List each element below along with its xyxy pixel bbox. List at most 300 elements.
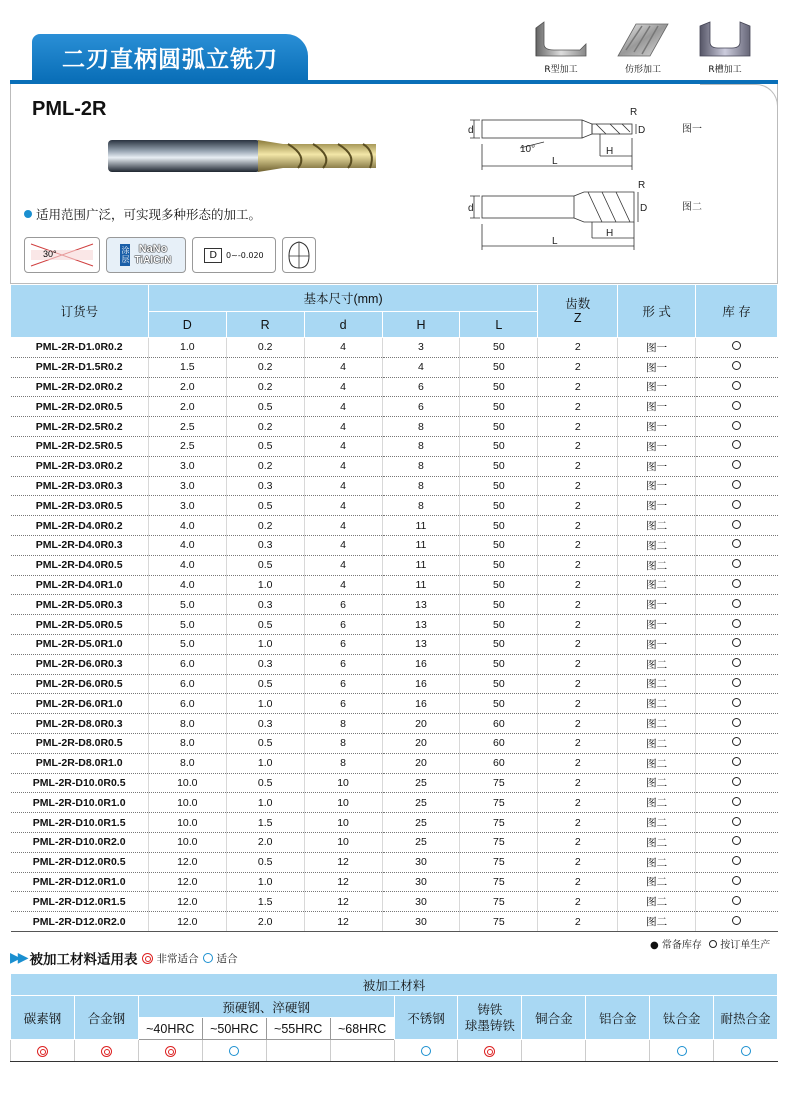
table-cell: 图二 bbox=[618, 714, 696, 734]
table-cell: 2 bbox=[538, 595, 618, 615]
table-cell: PML-2R-D10.0R1.5 bbox=[11, 813, 149, 833]
mat-col-5: ~68HRC bbox=[330, 1018, 394, 1040]
table-cell: 图二 bbox=[618, 793, 696, 813]
stock-cell bbox=[696, 793, 778, 813]
table-cell: 0.5 bbox=[226, 615, 304, 635]
table-cell: 30 bbox=[382, 892, 460, 912]
order-circle-icon bbox=[732, 757, 741, 766]
table-cell: 1.0 bbox=[226, 872, 304, 892]
corner-radius-icon bbox=[287, 240, 311, 270]
table-cell: 图一 bbox=[618, 417, 696, 437]
product-rows bbox=[11, 338, 778, 932]
figure-2-label: 图二 bbox=[682, 202, 702, 213]
stock-cell bbox=[696, 872, 778, 892]
stock-cell bbox=[696, 338, 778, 358]
table-cell: 4 bbox=[304, 476, 382, 496]
table-cell: 2 bbox=[538, 813, 618, 833]
r-groove-label: R槽加工 bbox=[708, 65, 742, 75]
table-cell: 20 bbox=[382, 753, 460, 773]
order-circle-icon bbox=[732, 559, 741, 568]
table-cell: 60 bbox=[460, 714, 538, 734]
table-cell: 4 bbox=[304, 496, 382, 516]
table-cell: 30 bbox=[382, 912, 460, 932]
order-circle-icon bbox=[732, 876, 741, 885]
table-row bbox=[11, 476, 778, 496]
table-cell: 0.2 bbox=[226, 456, 304, 476]
stock-cell bbox=[696, 377, 778, 397]
table-cell: 0.5 bbox=[226, 733, 304, 753]
order-circle-icon bbox=[732, 539, 741, 548]
table-cell: 4 bbox=[304, 575, 382, 595]
very-suitable-icon bbox=[165, 1046, 176, 1057]
suitable-icon bbox=[677, 1046, 687, 1056]
dim-r-1: R bbox=[630, 107, 638, 118]
tolerance-badge bbox=[192, 237, 276, 273]
order-circle-icon bbox=[732, 520, 741, 529]
mat-col-3: ~50HRC bbox=[202, 1018, 266, 1040]
table-row bbox=[11, 654, 778, 674]
table-cell: 3.0 bbox=[148, 476, 226, 496]
table-cell: 0.3 bbox=[226, 595, 304, 615]
order-circle-icon bbox=[732, 381, 741, 390]
table-cell: 75 bbox=[460, 872, 538, 892]
stock-cell bbox=[696, 733, 778, 753]
table-cell: 图二 bbox=[618, 912, 696, 932]
table-cell: 60 bbox=[460, 753, 538, 773]
stock-cell bbox=[696, 555, 778, 575]
table-cell: 1.5 bbox=[226, 892, 304, 912]
table-cell: 图二 bbox=[618, 872, 696, 892]
table-cell: 30 bbox=[382, 872, 460, 892]
table-cell: 8 bbox=[382, 456, 460, 476]
table-cell: 12 bbox=[304, 912, 382, 932]
table-cell: 10 bbox=[304, 793, 382, 813]
dim-r-2: R bbox=[638, 180, 646, 191]
mat-col-9: 铝合金 bbox=[586, 996, 650, 1040]
stock-cell bbox=[696, 397, 778, 417]
table-row bbox=[11, 516, 778, 536]
table-row bbox=[11, 674, 778, 694]
table-cell: 图二 bbox=[618, 694, 696, 714]
table-cell: 0.2 bbox=[226, 357, 304, 377]
table-row bbox=[11, 892, 778, 912]
material-rating-cell bbox=[394, 1040, 458, 1062]
table-cell: 2.0 bbox=[148, 397, 226, 417]
legend-order: 按订单生产 bbox=[720, 940, 771, 951]
table-cell: 8 bbox=[304, 714, 382, 734]
mat-col-6: 不锈钢 bbox=[394, 996, 458, 1040]
table-cell: 4.0 bbox=[148, 516, 226, 536]
table-row bbox=[11, 852, 778, 872]
table-cell: 图二 bbox=[618, 674, 696, 694]
table-row bbox=[11, 496, 778, 516]
material-rating-cell bbox=[458, 1040, 522, 1062]
header-code: 订货号 bbox=[11, 285, 149, 338]
order-circle-icon bbox=[732, 421, 741, 430]
table-cell: PML-2R-D2.0R0.2 bbox=[11, 377, 149, 397]
mat-col-4: ~55HRC bbox=[266, 1018, 330, 1040]
table-cell: PML-2R-D4.0R0.2 bbox=[11, 516, 149, 536]
table-cell: PML-2R-D2.0R0.5 bbox=[11, 397, 149, 417]
table-cell: 图一 bbox=[618, 615, 696, 635]
table-cell: 0.5 bbox=[226, 555, 304, 575]
table-row bbox=[11, 694, 778, 714]
table-row bbox=[11, 575, 778, 595]
table-cell: 图二 bbox=[618, 575, 696, 595]
table-cell: 4 bbox=[304, 456, 382, 476]
table-cell: 2 bbox=[538, 535, 618, 555]
table-cell: 2 bbox=[538, 694, 618, 714]
table-cell: 10 bbox=[304, 773, 382, 793]
stock-cell bbox=[696, 575, 778, 595]
tolerance-value: 0~-0.020 bbox=[226, 250, 264, 260]
table-row bbox=[11, 417, 778, 437]
stock-cell bbox=[696, 357, 778, 377]
table-cell: 图一 bbox=[618, 436, 696, 456]
table-cell: 2 bbox=[538, 516, 618, 536]
table-cell: 8.0 bbox=[148, 714, 226, 734]
table-cell: 50 bbox=[460, 615, 538, 635]
table-cell: 4 bbox=[304, 555, 382, 575]
suitable-icon bbox=[229, 1046, 239, 1056]
table-cell: 0.5 bbox=[226, 852, 304, 872]
table-cell: 13 bbox=[382, 615, 460, 635]
very-suitable-icon bbox=[101, 1046, 112, 1057]
table-cell: 60 bbox=[460, 733, 538, 753]
mat-col-2: ~40HRC bbox=[138, 1018, 202, 1040]
product-table bbox=[10, 284, 778, 932]
page-title: 二刃直柄圆弧立铣刀 bbox=[32, 34, 308, 80]
order-circle-icon bbox=[732, 599, 741, 608]
corner-radius-badge bbox=[282, 237, 316, 273]
table-cell: 20 bbox=[382, 714, 460, 734]
mat-group-hardened: 预硬钢、淬硬钢 bbox=[138, 996, 394, 1018]
table-cell: 2.0 bbox=[226, 832, 304, 852]
coating-label: 涂层 bbox=[121, 246, 130, 264]
stock-cell bbox=[696, 436, 778, 456]
table-cell: 2 bbox=[538, 892, 618, 912]
stock-legend bbox=[650, 936, 770, 951]
order-circle-icon bbox=[732, 896, 741, 905]
order-circle-icon bbox=[732, 480, 741, 489]
order-circle-icon bbox=[732, 916, 741, 925]
table-cell: 2 bbox=[538, 338, 618, 358]
header-teeth-line2: Z bbox=[573, 311, 582, 325]
table-cell: 50 bbox=[460, 654, 538, 674]
materials-header: 被加工材料 bbox=[11, 974, 778, 996]
table-cell: 11 bbox=[382, 535, 460, 555]
stock-cell bbox=[696, 615, 778, 635]
materials-ratings-row bbox=[11, 1040, 778, 1062]
table-cell: 2.0 bbox=[226, 912, 304, 932]
material-rating-cell bbox=[522, 1040, 586, 1062]
table-cell: PML-2R-D8.0R0.5 bbox=[11, 733, 149, 753]
order-icon bbox=[709, 940, 717, 948]
table-cell: PML-2R-D6.0R0.5 bbox=[11, 674, 149, 694]
table-cell: 2 bbox=[538, 615, 618, 635]
r-profile-label: R型加工 bbox=[544, 65, 578, 75]
order-circle-icon bbox=[732, 440, 741, 449]
table-cell: 2 bbox=[538, 654, 618, 674]
table-cell: 2 bbox=[538, 377, 618, 397]
material-rating-cell bbox=[138, 1040, 202, 1062]
table-cell: 2 bbox=[538, 397, 618, 417]
table-cell: 2 bbox=[538, 832, 618, 852]
header-L: L bbox=[460, 312, 538, 338]
order-circle-icon bbox=[732, 401, 741, 410]
table-cell: 25 bbox=[382, 773, 460, 793]
stock-cell bbox=[696, 496, 778, 516]
suitable-icon bbox=[421, 1046, 431, 1056]
table-cell: 8 bbox=[304, 733, 382, 753]
table-row bbox=[11, 714, 778, 734]
helix-angle-badge bbox=[24, 237, 100, 273]
table-cell: 2 bbox=[538, 634, 618, 654]
dim-d-1: d bbox=[468, 125, 474, 136]
order-circle-icon bbox=[732, 777, 741, 786]
order-circle-icon bbox=[732, 817, 741, 826]
stock-cell bbox=[696, 516, 778, 536]
table-cell: 4 bbox=[304, 357, 382, 377]
table-cell: 50 bbox=[460, 397, 538, 417]
table-cell: 6.0 bbox=[148, 694, 226, 714]
table-cell: 0.3 bbox=[226, 476, 304, 496]
table-cell: PML-2R-D12.0R2.0 bbox=[11, 912, 149, 932]
order-circle-icon bbox=[732, 718, 741, 727]
table-row bbox=[11, 456, 778, 476]
table-cell: 图一 bbox=[618, 456, 696, 476]
end-mill-image bbox=[108, 138, 378, 174]
mat-col-8: 铜合金 bbox=[522, 996, 586, 1040]
table-cell: 75 bbox=[460, 793, 538, 813]
table-cell: 10.0 bbox=[148, 832, 226, 852]
table-cell: PML-2R-D4.0R0.3 bbox=[11, 535, 149, 555]
table-cell: 25 bbox=[382, 832, 460, 852]
order-circle-icon bbox=[732, 658, 741, 667]
stock-cell bbox=[696, 634, 778, 654]
table-cell: 1.0 bbox=[226, 753, 304, 773]
header-D: D bbox=[148, 312, 226, 338]
header-teeth-line1: 齿数 bbox=[565, 297, 591, 311]
table-cell: 8 bbox=[382, 496, 460, 516]
table-cell: 5.0 bbox=[148, 615, 226, 635]
material-rating-cell bbox=[74, 1040, 138, 1062]
header-R: R bbox=[226, 312, 304, 338]
table-row bbox=[11, 397, 778, 417]
dim-angle: 10° bbox=[520, 144, 536, 155]
dim-l-1: L bbox=[552, 156, 558, 167]
machining-type-icons bbox=[530, 20, 780, 76]
materials-heading bbox=[10, 948, 238, 968]
r-groove-icon bbox=[694, 20, 756, 76]
table-cell: 2 bbox=[538, 417, 618, 437]
table-row bbox=[11, 813, 778, 833]
material-rating-cell bbox=[266, 1040, 330, 1062]
helix-angle-icon bbox=[27, 240, 97, 270]
order-circle-icon bbox=[732, 619, 741, 628]
table-cell: 4.0 bbox=[148, 535, 226, 555]
table-cell: 1.0 bbox=[148, 338, 226, 358]
table-cell: PML-2R-D8.0R1.0 bbox=[11, 753, 149, 773]
table-cell: 2 bbox=[538, 496, 618, 516]
table-cell: 12.0 bbox=[148, 912, 226, 932]
stock-cell bbox=[696, 892, 778, 912]
table-cell: 16 bbox=[382, 694, 460, 714]
table-cell: 8 bbox=[304, 753, 382, 773]
table-cell: 16 bbox=[382, 654, 460, 674]
table-cell: 25 bbox=[382, 813, 460, 833]
table-row bbox=[11, 357, 778, 377]
table-cell: PML-2R-D3.0R0.5 bbox=[11, 496, 149, 516]
table-cell: 4 bbox=[382, 357, 460, 377]
technical-drawing bbox=[460, 100, 720, 260]
dim-d-2: d bbox=[468, 203, 474, 214]
table-cell: 4 bbox=[304, 338, 382, 358]
table-cell: 6 bbox=[304, 654, 382, 674]
table-cell: 50 bbox=[460, 377, 538, 397]
table-cell: 图二 bbox=[618, 654, 696, 674]
table-cell: PML-2R-D3.0R0.2 bbox=[11, 456, 149, 476]
table-cell: 图二 bbox=[618, 892, 696, 912]
table-cell: 图二 bbox=[618, 555, 696, 575]
order-circle-icon bbox=[732, 797, 741, 806]
table-cell: PML-2R-D10.0R1.0 bbox=[11, 793, 149, 813]
table-cell: 2.5 bbox=[148, 417, 226, 437]
table-cell: 20 bbox=[382, 733, 460, 753]
stock-cell bbox=[696, 417, 778, 437]
table-cell: 10 bbox=[304, 813, 382, 833]
table-cell: 8.0 bbox=[148, 753, 226, 773]
bullet-icon bbox=[24, 210, 32, 218]
profiling-icon bbox=[612, 20, 674, 76]
header-form: 形 式 bbox=[618, 285, 696, 338]
table-cell: PML-2R-D1.5R0.2 bbox=[11, 357, 149, 377]
stock-cell bbox=[696, 674, 778, 694]
material-rating-cell bbox=[586, 1040, 650, 1062]
stock-cell bbox=[696, 535, 778, 555]
table-cell: 75 bbox=[460, 852, 538, 872]
materials-table bbox=[10, 973, 778, 1062]
stock-cell bbox=[696, 852, 778, 872]
mat-col-7: 铸铁 球墨铸铁 bbox=[458, 996, 522, 1040]
table-cell: 50 bbox=[460, 417, 538, 437]
order-circle-icon bbox=[732, 361, 741, 370]
table-cell: 0.5 bbox=[226, 496, 304, 516]
table-row bbox=[11, 436, 778, 456]
table-cell: 6.0 bbox=[148, 654, 226, 674]
table-cell: 10.0 bbox=[148, 793, 226, 813]
table-cell: 8.0 bbox=[148, 733, 226, 753]
table-cell: 图一 bbox=[618, 476, 696, 496]
table-row bbox=[11, 733, 778, 753]
table-row bbox=[11, 912, 778, 932]
material-rating-cell bbox=[202, 1040, 266, 1062]
table-row bbox=[11, 377, 778, 397]
table-cell: 2 bbox=[538, 357, 618, 377]
table-cell: 1.5 bbox=[226, 813, 304, 833]
mat-col-11: 耐热合金 bbox=[714, 996, 778, 1040]
table-cell: 3.0 bbox=[148, 456, 226, 476]
dim-h-1: H bbox=[606, 146, 614, 157]
table-cell: PML-2R-D8.0R0.3 bbox=[11, 714, 149, 734]
order-circle-icon bbox=[732, 678, 741, 687]
table-cell: 30 bbox=[382, 852, 460, 872]
table-cell: 11 bbox=[382, 555, 460, 575]
table-row bbox=[11, 832, 778, 852]
table-cell: 图二 bbox=[618, 753, 696, 773]
table-cell: 0.5 bbox=[226, 674, 304, 694]
legend-stocked: 常备库存 bbox=[661, 940, 702, 951]
mat-col-1: 合金钢 bbox=[74, 996, 138, 1040]
table-cell: 2 bbox=[538, 912, 618, 932]
table-cell: PML-2R-D3.0R0.3 bbox=[11, 476, 149, 496]
table-row bbox=[11, 535, 778, 555]
table-row bbox=[11, 773, 778, 793]
table-cell: 2 bbox=[538, 733, 618, 753]
coating-nano: NaNo bbox=[138, 243, 168, 255]
dim-d-upper-2: D bbox=[640, 203, 648, 214]
table-cell: 50 bbox=[460, 575, 538, 595]
table-cell: 图一 bbox=[618, 377, 696, 397]
table-cell: 10 bbox=[304, 832, 382, 852]
table-cell: 4 bbox=[304, 436, 382, 456]
table-cell: 12 bbox=[304, 872, 382, 892]
table-cell: 3.0 bbox=[148, 496, 226, 516]
table-cell: 1.0 bbox=[226, 694, 304, 714]
spec-badges bbox=[24, 237, 316, 273]
suitable-icon bbox=[741, 1046, 751, 1056]
order-circle-icon bbox=[732, 737, 741, 746]
r-profile-icon bbox=[530, 20, 592, 76]
table-cell: 1.0 bbox=[226, 575, 304, 595]
table-cell: 2.5 bbox=[148, 436, 226, 456]
table-cell: 25 bbox=[382, 793, 460, 813]
feature-line bbox=[24, 205, 261, 223]
table-cell: 6 bbox=[382, 377, 460, 397]
table-cell: 1.0 bbox=[226, 634, 304, 654]
table-cell: 75 bbox=[460, 813, 538, 833]
materials-title: 被加工材料适用表 bbox=[29, 952, 138, 968]
table-row bbox=[11, 595, 778, 615]
table-cell: 图二 bbox=[618, 535, 696, 555]
table-row bbox=[11, 793, 778, 813]
material-rating-cell bbox=[714, 1040, 778, 1062]
order-circle-icon bbox=[732, 856, 741, 865]
very-suitable-label: 非常适合 bbox=[156, 952, 199, 965]
table-cell: 75 bbox=[460, 892, 538, 912]
order-circle-icon bbox=[732, 698, 741, 707]
table-cell: 11 bbox=[382, 516, 460, 536]
table-row bbox=[11, 872, 778, 892]
table-cell: 1.5 bbox=[148, 357, 226, 377]
table-cell: 4 bbox=[304, 516, 382, 536]
table-cell: 0.3 bbox=[226, 714, 304, 734]
table-cell: 13 bbox=[382, 595, 460, 615]
table-cell: 50 bbox=[460, 555, 538, 575]
table-cell: 8 bbox=[382, 436, 460, 456]
table-cell: 图一 bbox=[618, 397, 696, 417]
table-cell: 0.2 bbox=[226, 377, 304, 397]
profiling-label: 仿形加工 bbox=[624, 65, 661, 75]
suitable-label: 适合 bbox=[216, 952, 238, 965]
table-cell: 0.2 bbox=[226, 516, 304, 536]
table-cell: PML-2R-D4.0R1.0 bbox=[11, 575, 149, 595]
table-cell: 0.2 bbox=[226, 338, 304, 358]
dim-l-2: L bbox=[552, 236, 558, 247]
table-cell: 0.5 bbox=[226, 397, 304, 417]
table-cell: 图二 bbox=[618, 832, 696, 852]
table-cell: PML-2R-D6.0R0.3 bbox=[11, 654, 149, 674]
